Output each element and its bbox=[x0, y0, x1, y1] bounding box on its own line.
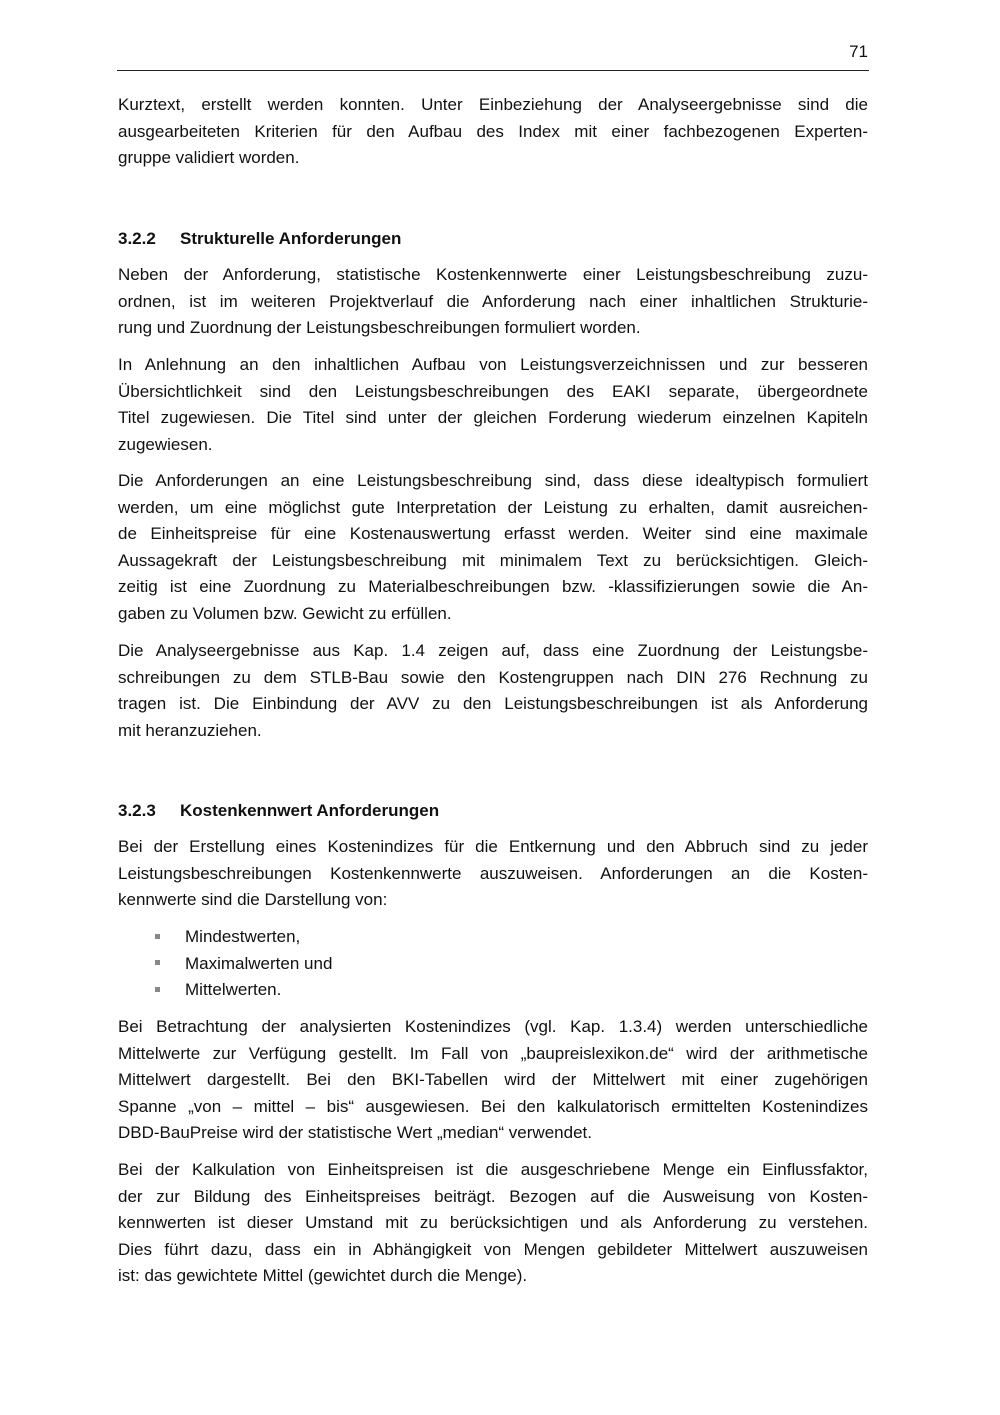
text-line: mit heranzuziehen. bbox=[118, 720, 262, 740]
text-line: DBD-BauPreise wird der statistische Wert „median“ verwendet. bbox=[118, 1123, 592, 1143]
page-number: 71 bbox=[849, 42, 868, 61]
text-line: Die Anforderungen an eine Leistungsbeschreibung sind, dass diese idealtypisch formuliert bbox=[118, 471, 868, 490]
text-line: kennwerten ist dieser Umstand mit zu berücksichtigen und als Anforderung zu verstehen. bbox=[118, 1213, 868, 1233]
text-line: Mittelwert dargestellt. Bei den BKI-Tabellen wird der Mittelwert mit einer zugehörigen bbox=[118, 1070, 868, 1090]
text-line: ist: das gewichtete Mittel (gewichtet durch die Menge). bbox=[118, 1266, 528, 1286]
paragraph bbox=[118, 92, 868, 172]
text-line: der zur Bildung des Einheitspreises beiträgt. Bezogen auf die Ausweisung von Kosten- bbox=[118, 1186, 868, 1206]
text-line: Übersichtlichkeit sind den Leistungsbeschreibungen des EAKI separate, übergeordnete bbox=[118, 381, 868, 401]
text-line: zugewiesen. bbox=[118, 434, 213, 454]
text-line: de Einheitspreise für eine Kostenauswertung erfasst werden. Weiter sind eine maximale bbox=[118, 524, 868, 544]
text-line: ordnen, ist im weiteren Projektverlauf die Anforderung nach einer inhaltlichen Strukturie- bbox=[118, 291, 868, 311]
text-line: Dies führt dazu, dass ein in Abhängigkeit von Mengen gebildeter Mittelwert auszuweisen bbox=[118, 1239, 868, 1259]
text-line: Mittelwerte zur Verfügung gestellt. Im Fall von „baupreislexikon.de“ wird der arithmetische bbox=[118, 1043, 868, 1063]
text-line: tragen ist. Die Einbindung der AVV zu den Leistungsbeschreibungen ist als Anforderung bbox=[118, 694, 868, 714]
heading-title: Strukturelle Anforderungen bbox=[180, 229, 402, 248]
paragraph bbox=[118, 352, 868, 458]
text-line: Die Analyseergebnisse aus Kap. 1.4 zeigen auf, dass eine Zuordnung der Leistungsbe- bbox=[118, 641, 868, 660]
bullet-square-icon bbox=[155, 960, 160, 965]
bullet-square-icon bbox=[155, 987, 160, 992]
text-line: gaben zu Volumen bzw. Gewicht zu erfüllen. bbox=[118, 603, 452, 623]
heading-number: 3.2.3 bbox=[118, 801, 156, 820]
list-item bbox=[155, 951, 332, 978]
paragraph bbox=[118, 262, 868, 342]
paragraph bbox=[118, 468, 868, 628]
paragraph bbox=[118, 1014, 868, 1147]
text-line: Bei der Kalkulation von Einheitspreisen ist die ausgeschriebene Menge ein Einflussfaktor, bbox=[118, 1160, 868, 1179]
list-item-text: Maximalwerten und bbox=[185, 953, 333, 973]
text-line: Aussagekraft der Leistungsbeschreibung mit minimalem Text zu berücksichtigen. Gleich- bbox=[118, 550, 868, 570]
text-line: Titel zugewiesen. Die Titel sind unter der gleichen Forderung wiederum einzelnen Kapiteln bbox=[118, 408, 868, 428]
bullet-list bbox=[155, 924, 332, 1004]
bullet-square-icon bbox=[155, 934, 160, 939]
paragraph bbox=[118, 834, 868, 914]
list-item-text: Mittelwerten. bbox=[185, 980, 282, 1000]
section-heading-3-2-3 bbox=[118, 801, 439, 821]
text-line: Kurztext, erstellt werden konnten. Unter Einbeziehung der Analyseergebnisse sind die bbox=[118, 95, 868, 114]
text-line: zeitig ist eine Zuordnung zu Materialbeschreibungen bzw. -klassifizierungen sowie die An- bbox=[118, 577, 868, 597]
text-line: kennwerte sind die Darstellung von: bbox=[118, 890, 388, 910]
text-line: werden, um eine möglichst gute Interpretation der Leistung zu erhalten, damit ausreichen- bbox=[118, 497, 868, 517]
list-item bbox=[155, 977, 332, 1004]
text-line: In Anlehnung an den inhaltlichen Aufbau von Leistungsverzeichnissen und zur besseren bbox=[118, 355, 868, 374]
text-line: Leistungsbeschreibungen Kostenkennwerte auszuweisen. Anforderungen an die Kosten- bbox=[118, 863, 868, 883]
text-line: ausgearbeiteten Kriterien für den Aufbau des Index mit einer fachbezogenen Experten- bbox=[118, 121, 868, 141]
text-line: rung und Zuordnung der Leistungsbeschreibungen formuliert worden. bbox=[118, 318, 641, 338]
text-line: Bei der Erstellung eines Kostenindizes für die Entkernung und den Abbruch sind zu jeder bbox=[118, 837, 868, 856]
paragraph bbox=[118, 638, 868, 744]
text-line: Spanne „von – mittel – bis“ ausgewiesen. Bei den kalkulatorisch ermittelten Kostenindizes bbox=[118, 1096, 868, 1116]
list-item-text: Mindestwerten, bbox=[185, 927, 301, 946]
list-item bbox=[155, 924, 332, 951]
header-rule bbox=[117, 70, 869, 71]
text-line: gruppe validiert worden. bbox=[118, 148, 300, 168]
heading-title: Kostenkennwert Anforderungen bbox=[180, 801, 440, 820]
text-line: Bei Betrachtung der analysierten Kostenindizes (vgl. Kap. 1.3.4) werden unterschiedliche bbox=[118, 1017, 868, 1036]
section-heading-3-2-2 bbox=[118, 229, 401, 249]
paragraph bbox=[118, 1157, 868, 1290]
heading-number: 3.2.2 bbox=[118, 229, 156, 248]
text-line: schreibungen zu dem STLB-Bau sowie den Kostengruppen nach DIN 276 Rechnung zu bbox=[118, 667, 868, 687]
text-line: Neben der Anforderung, statistische Kostenkennwerte einer Leistungsbeschreibung zuzu- bbox=[118, 265, 868, 284]
